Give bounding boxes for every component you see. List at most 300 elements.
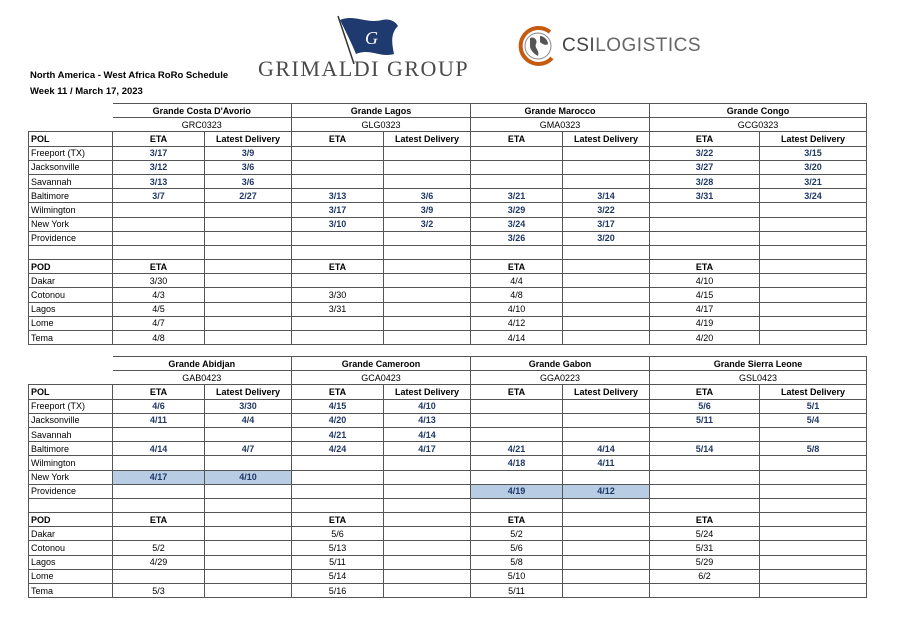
- blank-cell: [384, 555, 471, 569]
- eta-header: ETA: [113, 513, 205, 527]
- blank-cell: [471, 245, 563, 259]
- date-cell: 3/27: [650, 160, 760, 174]
- date-cell: 4/14: [384, 427, 471, 441]
- date-cell: 3/6: [205, 160, 292, 174]
- date-cell: 4/7: [205, 442, 292, 456]
- date-cell: [650, 217, 760, 231]
- date-cell: 3/17: [113, 146, 205, 160]
- blank-cell: [205, 584, 292, 598]
- date-cell: [650, 584, 760, 598]
- blank-cell: [205, 498, 292, 512]
- latest-delivery-header: Latest Delivery: [384, 132, 471, 146]
- blank-cell: [205, 302, 292, 316]
- date-cell: [205, 217, 292, 231]
- date-cell: 4/6: [113, 399, 205, 413]
- date-cell: [292, 274, 384, 288]
- date-cell: 4/19: [650, 316, 760, 330]
- vessel-name: Grande Sierra Leone: [650, 357, 867, 371]
- schedule-table: [28, 356, 867, 598]
- date-cell: 4/17: [650, 302, 760, 316]
- date-cell: 3/24: [471, 217, 563, 231]
- date-cell: 5/2: [113, 541, 205, 555]
- port-name: Cotonou: [29, 288, 113, 302]
- pod-label: POD: [29, 513, 113, 527]
- blank-cell: [760, 260, 867, 274]
- blank-cell: [760, 555, 867, 569]
- date-cell: 3/30: [113, 274, 205, 288]
- date-cell: 3/28: [650, 174, 760, 188]
- blank-cell: [563, 584, 650, 598]
- blank-cell: [205, 541, 292, 555]
- date-cell: 5/14: [292, 569, 384, 583]
- date-cell: [384, 484, 471, 498]
- latest-delivery-header: Latest Delivery: [205, 132, 292, 146]
- date-cell: 3/20: [760, 160, 867, 174]
- blank-cell: [292, 498, 384, 512]
- date-cell: 4/17: [113, 470, 205, 484]
- vessel-name: Grande Congo: [650, 104, 867, 118]
- csi-globe-icon: [512, 22, 560, 70]
- vessel-name: Grande Costa D'Avorio: [113, 104, 292, 118]
- date-cell: 3/30: [205, 399, 292, 413]
- date-cell: 4/12: [563, 484, 650, 498]
- port-name: Lome: [29, 316, 113, 330]
- latest-delivery-header: Latest Delivery: [563, 132, 650, 146]
- blank-cell: [384, 584, 471, 598]
- eta-header: ETA: [292, 513, 384, 527]
- date-cell: 4/13: [384, 413, 471, 427]
- blank-cell: [563, 302, 650, 316]
- table-row: [29, 203, 867, 217]
- schedule-title: North America - West Africa RoRo Schedule: [30, 70, 229, 81]
- date-cell: [113, 569, 205, 583]
- date-cell: [471, 470, 563, 484]
- eta-header: ETA: [113, 385, 205, 399]
- date-cell: [650, 456, 760, 470]
- date-cell: 4/14: [563, 442, 650, 456]
- date-cell: 3/12: [113, 160, 205, 174]
- blank-cell: [563, 527, 650, 541]
- date-cell: 4/4: [471, 274, 563, 288]
- date-cell: [113, 231, 205, 245]
- blank-cell: [384, 569, 471, 583]
- blank-cell: [760, 569, 867, 583]
- voyage-code: GAB0423: [113, 371, 292, 385]
- eta-header: ETA: [471, 513, 563, 527]
- date-cell: 5/29: [650, 555, 760, 569]
- date-cell: 4/5: [113, 302, 205, 316]
- table-row: [29, 189, 867, 203]
- blank-cell: [760, 584, 867, 598]
- date-cell: [113, 484, 205, 498]
- date-cell: 4/14: [471, 331, 563, 345]
- date-cell: 3/31: [292, 302, 384, 316]
- port-name: Tema: [29, 584, 113, 598]
- date-cell: [760, 217, 867, 231]
- eta-header: ETA: [113, 132, 205, 146]
- date-cell: 6/2: [650, 569, 760, 583]
- table-row: [29, 146, 867, 160]
- table-row: [29, 174, 867, 188]
- date-cell: [384, 174, 471, 188]
- date-cell: [563, 399, 650, 413]
- blank-cell: [760, 498, 867, 512]
- date-cell: 5/8: [471, 555, 563, 569]
- port-name: Jacksonville: [29, 413, 113, 427]
- port-name: Baltimore: [29, 442, 113, 456]
- port-name: Savannah: [29, 427, 113, 441]
- blank-cell: [650, 245, 760, 259]
- table-row: [29, 484, 867, 498]
- blank-cell: [563, 288, 650, 302]
- date-cell: 5/16: [292, 584, 384, 598]
- date-cell: [113, 527, 205, 541]
- blank-cell: [384, 245, 471, 259]
- eta-header: ETA: [471, 260, 563, 274]
- vessel-name: Grande Marocco: [471, 104, 650, 118]
- date-cell: [292, 456, 384, 470]
- date-cell: 5/3: [113, 584, 205, 598]
- blank-cell: [760, 513, 867, 527]
- blank-cell: [760, 245, 867, 259]
- blank-cell: [760, 302, 867, 316]
- date-cell: 4/10: [205, 470, 292, 484]
- date-cell: 4/24: [292, 442, 384, 456]
- blank-cell: [113, 498, 205, 512]
- date-cell: [471, 174, 563, 188]
- blank-cell: [471, 498, 563, 512]
- date-cell: [563, 427, 650, 441]
- blank-cell: [29, 104, 113, 118]
- date-cell: 4/3: [113, 288, 205, 302]
- blank-cell: [760, 527, 867, 541]
- blank-cell: [292, 245, 384, 259]
- blank-cell: [760, 541, 867, 555]
- date-cell: 4/19: [471, 484, 563, 498]
- table-row: [29, 274, 867, 288]
- date-cell: [760, 470, 867, 484]
- eta-header: ETA: [650, 385, 760, 399]
- date-cell: [471, 146, 563, 160]
- date-cell: [384, 160, 471, 174]
- table-row: [29, 399, 867, 413]
- voyage-code: GCA0423: [292, 371, 471, 385]
- date-cell: [292, 316, 384, 330]
- blank-cell: [384, 527, 471, 541]
- blank-cell: [29, 498, 113, 512]
- blank-cell: [563, 513, 650, 527]
- date-cell: [563, 413, 650, 427]
- date-cell: [650, 203, 760, 217]
- eta-header: ETA: [471, 132, 563, 146]
- date-cell: [113, 427, 205, 441]
- date-cell: 3/13: [292, 189, 384, 203]
- voyage-code: GRC0323: [113, 118, 292, 132]
- date-cell: 3/24: [760, 189, 867, 203]
- voyage-code: GCG0323: [650, 118, 867, 132]
- port-name: New York: [29, 470, 113, 484]
- port-name: Jacksonville: [29, 160, 113, 174]
- latest-delivery-header: Latest Delivery: [384, 385, 471, 399]
- blank-cell: [384, 498, 471, 512]
- schedule-table: [28, 103, 867, 345]
- date-cell: 4/11: [113, 413, 205, 427]
- date-cell: 4/15: [292, 399, 384, 413]
- date-cell: 4/10: [471, 302, 563, 316]
- port-name: Baltimore: [29, 189, 113, 203]
- date-cell: 3/20: [563, 231, 650, 245]
- csi-logo-text: CSILOGISTICS: [562, 35, 702, 56]
- blank-cell: [205, 316, 292, 330]
- blank-cell: [205, 274, 292, 288]
- date-cell: 3/13: [113, 174, 205, 188]
- date-cell: 3/21: [471, 189, 563, 203]
- blank-cell: [384, 260, 471, 274]
- date-cell: [205, 203, 292, 217]
- blank-cell: [205, 527, 292, 541]
- date-cell: 4/10: [384, 399, 471, 413]
- table-row: [29, 442, 867, 456]
- date-cell: [113, 456, 205, 470]
- table-row: [29, 316, 867, 330]
- latest-delivery-header: Latest Delivery: [205, 385, 292, 399]
- blank-cell: [563, 316, 650, 330]
- date-cell: 4/12: [471, 316, 563, 330]
- date-cell: 3/31: [650, 189, 760, 203]
- date-cell: 3/17: [563, 217, 650, 231]
- blank-cell: [563, 245, 650, 259]
- date-cell: 5/11: [471, 584, 563, 598]
- blank-cell: [384, 288, 471, 302]
- table-row: [29, 555, 867, 569]
- date-cell: 5/13: [292, 541, 384, 555]
- blank-cell: [563, 260, 650, 274]
- date-cell: 4/14: [113, 442, 205, 456]
- table-row: [29, 470, 867, 484]
- date-cell: 5/6: [471, 541, 563, 555]
- date-cell: 5/1: [760, 399, 867, 413]
- date-cell: [292, 331, 384, 345]
- port-name: Cotonou: [29, 541, 113, 555]
- blank-cell: [205, 260, 292, 274]
- date-cell: [760, 231, 867, 245]
- date-cell: [471, 427, 563, 441]
- date-cell: [292, 160, 384, 174]
- blank-cell: [563, 498, 650, 512]
- date-cell: [113, 203, 205, 217]
- date-cell: 2/27: [205, 189, 292, 203]
- vessel-name: Grande Gabon: [471, 357, 650, 371]
- date-cell: 3/30: [292, 288, 384, 302]
- blank-cell: [563, 569, 650, 583]
- table-row: [29, 302, 867, 316]
- date-cell: 3/6: [384, 189, 471, 203]
- blank-cell: [760, 316, 867, 330]
- date-cell: 3/22: [650, 146, 760, 160]
- date-cell: 4/8: [471, 288, 563, 302]
- table-row: [29, 288, 867, 302]
- table-row: [29, 160, 867, 174]
- blank-cell: [563, 555, 650, 569]
- table-row: [29, 541, 867, 555]
- date-cell: 5/31: [650, 541, 760, 555]
- blank-cell: [760, 331, 867, 345]
- latest-delivery-header: Latest Delivery: [563, 385, 650, 399]
- blank-cell: [29, 371, 113, 385]
- blank-cell: [384, 274, 471, 288]
- blank-cell: [113, 245, 205, 259]
- voyage-code: GLG0323: [292, 118, 471, 132]
- date-cell: [563, 174, 650, 188]
- blank-cell: [29, 245, 113, 259]
- date-cell: [471, 413, 563, 427]
- date-cell: [384, 146, 471, 160]
- date-cell: 4/29: [113, 555, 205, 569]
- date-cell: 4/21: [471, 442, 563, 456]
- date-cell: 4/20: [292, 413, 384, 427]
- table-row: [29, 231, 867, 245]
- port-name: Savannah: [29, 174, 113, 188]
- table-row: [29, 456, 867, 470]
- voyage-code: GGA0223: [471, 371, 650, 385]
- port-name: New York: [29, 217, 113, 231]
- port-name: Wilmington: [29, 456, 113, 470]
- schedule-subtitle: Week 11 / March 17, 2023: [30, 86, 143, 97]
- date-cell: [292, 470, 384, 484]
- table-row: [29, 527, 867, 541]
- blank-cell: [650, 498, 760, 512]
- date-cell: [650, 484, 760, 498]
- date-cell: 5/24: [650, 527, 760, 541]
- date-cell: [292, 231, 384, 245]
- date-cell: 5/8: [760, 442, 867, 456]
- eta-header: ETA: [471, 385, 563, 399]
- port-name: Tema: [29, 331, 113, 345]
- blank-cell: [205, 288, 292, 302]
- date-cell: 5/11: [292, 555, 384, 569]
- port-name: Lome: [29, 569, 113, 583]
- date-cell: [563, 146, 650, 160]
- date-cell: [760, 427, 867, 441]
- blank-cell: [563, 331, 650, 345]
- blank-cell: [563, 274, 650, 288]
- blank-cell: [384, 331, 471, 345]
- date-cell: 3/15: [760, 146, 867, 160]
- blank-cell: [205, 555, 292, 569]
- port-name: Freeport (TX): [29, 399, 113, 413]
- date-cell: 3/10: [292, 217, 384, 231]
- table-row: [29, 331, 867, 345]
- date-cell: [650, 231, 760, 245]
- date-cell: 3/21: [760, 174, 867, 188]
- vessel-name: Grande Abidjan: [113, 357, 292, 371]
- date-cell: 3/17: [292, 203, 384, 217]
- latest-delivery-header: Latest Delivery: [760, 132, 867, 146]
- table-row: [29, 217, 867, 231]
- eta-header: ETA: [292, 385, 384, 399]
- port-name: Dakar: [29, 527, 113, 541]
- date-cell: [471, 160, 563, 174]
- blank-cell: [29, 118, 113, 132]
- date-cell: 5/4: [760, 413, 867, 427]
- svg-text:G: G: [365, 28, 378, 48]
- grimaldi-logo-text: GRIMALDI GROUP: [258, 56, 470, 81]
- blank-cell: [384, 316, 471, 330]
- eta-header: ETA: [650, 513, 760, 527]
- blank-cell: [205, 513, 292, 527]
- date-cell: [760, 203, 867, 217]
- date-cell: [205, 231, 292, 245]
- table-row: [29, 584, 867, 598]
- port-name: Freeport (TX): [29, 146, 113, 160]
- date-cell: 3/6: [205, 174, 292, 188]
- eta-header: ETA: [292, 132, 384, 146]
- date-cell: [205, 484, 292, 498]
- blank-cell: [563, 541, 650, 555]
- date-cell: 3/7: [113, 189, 205, 203]
- blank-cell: [760, 274, 867, 288]
- port-name: Dakar: [29, 274, 113, 288]
- date-cell: 3/29: [471, 203, 563, 217]
- date-cell: 3/9: [205, 146, 292, 160]
- blank-cell: [205, 331, 292, 345]
- date-cell: [384, 456, 471, 470]
- date-cell: 5/10: [471, 569, 563, 583]
- date-cell: 3/14: [563, 189, 650, 203]
- date-cell: [563, 160, 650, 174]
- date-cell: 4/11: [563, 456, 650, 470]
- eta-header: ETA: [292, 260, 384, 274]
- table-row: [29, 427, 867, 441]
- table-row: [29, 413, 867, 427]
- port-name: Wilmington: [29, 203, 113, 217]
- date-cell: 4/4: [205, 413, 292, 427]
- date-cell: 5/11: [650, 413, 760, 427]
- date-cell: 4/8: [113, 331, 205, 345]
- pod-label: POD: [29, 260, 113, 274]
- date-cell: 5/2: [471, 527, 563, 541]
- blank-cell: [205, 569, 292, 583]
- blank-cell: [29, 357, 113, 371]
- date-cell: [760, 456, 867, 470]
- date-cell: 4/15: [650, 288, 760, 302]
- date-cell: 4/10: [650, 274, 760, 288]
- date-cell: [384, 231, 471, 245]
- table-row: [29, 569, 867, 583]
- date-cell: [384, 470, 471, 484]
- blank-cell: [384, 302, 471, 316]
- date-cell: 4/18: [471, 456, 563, 470]
- eta-header: ETA: [113, 260, 205, 274]
- pol-label: POL: [29, 385, 113, 399]
- date-cell: 3/26: [471, 231, 563, 245]
- vessel-name: Grande Cameroon: [292, 357, 471, 371]
- pol-label: POL: [29, 132, 113, 146]
- date-cell: [563, 470, 650, 484]
- date-cell: [650, 427, 760, 441]
- date-cell: 3/22: [563, 203, 650, 217]
- date-cell: [650, 470, 760, 484]
- date-cell: 4/17: [384, 442, 471, 456]
- blank-cell: [205, 245, 292, 259]
- voyage-code: GSL0423: [650, 371, 867, 385]
- date-cell: [113, 217, 205, 231]
- date-cell: [292, 146, 384, 160]
- blank-cell: [384, 513, 471, 527]
- blank-cell: [384, 541, 471, 555]
- eta-header: ETA: [650, 260, 760, 274]
- date-cell: [292, 484, 384, 498]
